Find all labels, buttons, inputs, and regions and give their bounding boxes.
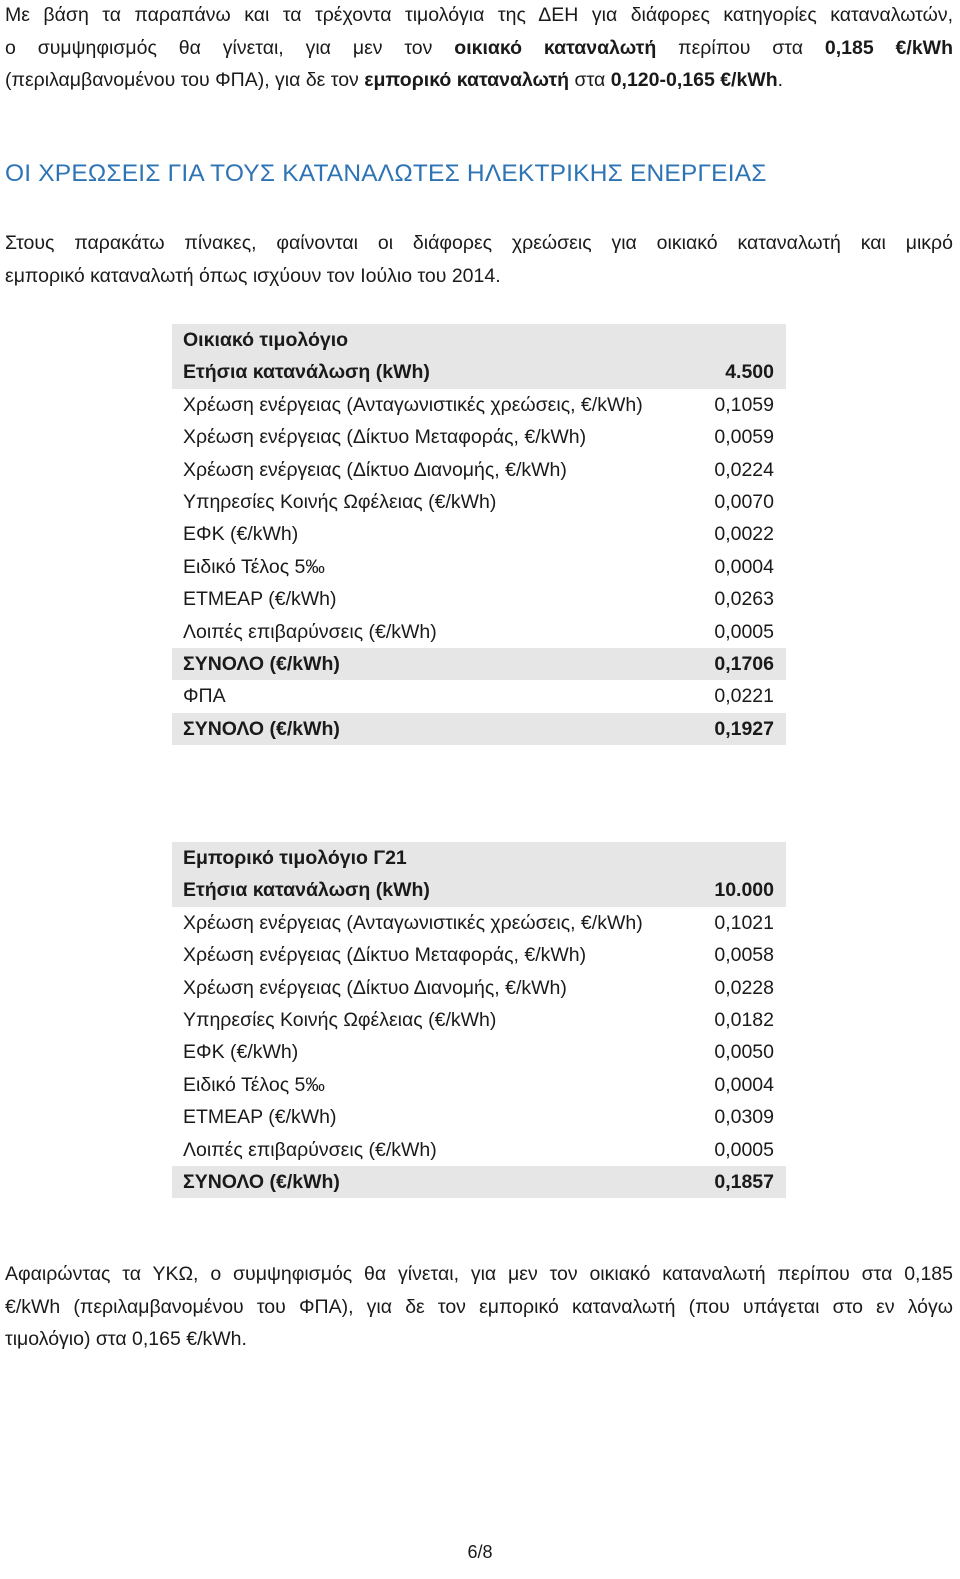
row-label: Χρέωση ενέργειας (Δίκτυο Μεταφοράς, €/kWh) xyxy=(183,426,587,449)
intro-paragraph xyxy=(5,0,953,97)
vat-row xyxy=(172,680,786,712)
residential-tariff-table xyxy=(172,324,786,745)
commercial-tariff-table xyxy=(172,842,786,1198)
page-number: 6/8 xyxy=(467,1542,493,1562)
table-row xyxy=(172,874,786,906)
row-label: Χρέωση ενέργειας (Δίκτυο Διανομής, €/kWh) xyxy=(183,458,567,481)
table-row xyxy=(172,907,786,939)
row-label: Χρέωση ενέργειας (Ανταγωνιστικές χρεώσεις, €/kWh) xyxy=(183,393,643,416)
row-value: 0,0182 xyxy=(714,1008,774,1031)
table-row xyxy=(172,972,786,1004)
table-row xyxy=(172,939,786,971)
row-label: Υπηρεσίες Κοινής Ωφέλειας (€/kWh) xyxy=(183,490,497,513)
row-label: ΕΦΚ (€/kWh) xyxy=(183,523,299,546)
intro-line-3: (περιλαμβανομένου του ΦΠΑ), για δε τον εμπορικό καταναλωτή στα 0,120-0,165 €/kWh. xyxy=(5,69,784,91)
table-row xyxy=(172,356,786,388)
row-value: 0,0004 xyxy=(714,555,774,578)
table-row xyxy=(172,421,786,453)
row-value: 10.000 xyxy=(714,879,774,902)
row-value: 0,0005 xyxy=(714,1138,774,1161)
closing-line-1: Αφαιρώντας τα ΥΚΩ, ο συμψηφισμός θα γίνεται, για μεν τον οικιακό καταναλωτή περίπου στα 0,185 xyxy=(5,1263,953,1285)
table-row xyxy=(172,518,786,550)
row-value: 0,1927 xyxy=(714,717,774,740)
total-row xyxy=(172,713,786,745)
table-title: Εμπορικό τιμολόγιο Γ21 xyxy=(183,847,407,869)
row-value: 0,0228 xyxy=(714,976,774,999)
closing-paragraph xyxy=(5,1258,953,1356)
lead-line-1: Στους παρακάτω πίνακες, φαίνονται οι διάφορες χρεώσεις για οικιακό καταναλωτή και μικρό xyxy=(5,232,953,254)
row-value: 0,0004 xyxy=(714,1073,774,1096)
row-label: Ετήσια κατανάλωση (kWh) xyxy=(183,879,430,902)
table-row xyxy=(172,1004,786,1036)
table-row xyxy=(172,583,786,615)
row-value: 0,0263 xyxy=(714,588,774,611)
row-label: Λοιπές επιβαρύνσεις (€/kWh) xyxy=(183,1138,437,1161)
row-value: 0,0221 xyxy=(714,685,774,708)
table-row xyxy=(172,1069,786,1101)
row-value: 0,0050 xyxy=(714,1041,774,1064)
section-heading: ΟΙ ΧΡΕΩΣΕΙΣ ΓΙΑ ΤΟΥΣ ΚΑΤΑΝΑΛΩΤΕΣ ΗΛΕΚΤΡΙΚΗΣ ΕΝΕΡΓΕΙΑΣ xyxy=(5,160,767,187)
lead-paragraph xyxy=(5,227,953,292)
table-row xyxy=(172,486,786,518)
table-title: Οικιακό τιμολόγιο xyxy=(183,329,349,351)
row-value: 4.500 xyxy=(725,361,774,384)
row-value: 0,0005 xyxy=(714,620,774,643)
row-label: ΕΤΜΕΑΡ (€/kWh) xyxy=(183,588,337,611)
row-value: 0,0058 xyxy=(714,944,774,967)
row-value: 0,1857 xyxy=(714,1170,774,1193)
table-row xyxy=(172,551,786,583)
row-label: Ειδικό Τέλος 5‰ xyxy=(183,1073,325,1096)
row-value: 0,1021 xyxy=(714,911,774,934)
intro-line-2: ο συμψηφισμός θα γίνεται, για μεν τον οικιακό καταναλωτή περίπου στα 0,185 €/kWh xyxy=(5,36,953,59)
row-label: ΣΥΝΟΛΟ (€/kWh) xyxy=(183,652,340,675)
row-label: ΕΤΜΕΑΡ (€/kWh) xyxy=(183,1106,337,1129)
row-value: 0,0224 xyxy=(714,458,774,481)
row-label: Υπηρεσίες Κοινής Ωφέλειας (€/kWh) xyxy=(183,1008,497,1031)
row-label: ΦΠΑ xyxy=(183,685,226,708)
table-row xyxy=(172,454,786,486)
row-value: 0,1706 xyxy=(714,652,774,675)
closing-line-2: €/kWh (περιλαμβανομένου του ΦΠΑ), για δε τον εμπορικό καταναλωτή (που υπάγεται στο εν λόγω xyxy=(5,1295,953,1318)
table-title-row xyxy=(172,324,786,356)
row-label: Χρέωση ενέργειας (Δίκτυο Μεταφοράς, €/kWh) xyxy=(183,944,587,967)
closing-line-3: τιμολόγιο) στα 0,165 €/kWh. xyxy=(5,1328,247,1350)
row-value: 0,0070 xyxy=(714,490,774,513)
row-label: ΣΥΝΟΛΟ (€/kWh) xyxy=(183,1170,340,1193)
total-row xyxy=(172,1166,786,1198)
table-row xyxy=(172,1101,786,1133)
row-value: 0,0309 xyxy=(714,1106,774,1129)
row-label: Λοιπές επιβαρύνσεις (€/kWh) xyxy=(183,620,437,643)
row-label: ΣΥΝΟΛΟ (€/kWh) xyxy=(183,717,340,740)
row-label: Ετήσια κατανάλωση (kWh) xyxy=(183,361,430,384)
subtotal-row xyxy=(172,648,786,680)
lead-line-2: εμπορικό καταναλωτή όπως ισχύουν τον Ιούλιο του 2014. xyxy=(5,264,501,287)
table-row xyxy=(172,389,786,421)
row-value: 0,0059 xyxy=(714,426,774,449)
row-value: 0,0022 xyxy=(714,523,774,546)
table-row xyxy=(172,616,786,648)
table-row xyxy=(172,1036,786,1068)
row-label: Χρέωση ενέργειας (Ανταγωνιστικές χρεώσεις, €/kWh) xyxy=(183,911,643,934)
row-label: Ειδικό Τέλος 5‰ xyxy=(183,555,325,578)
row-label: ΕΦΚ (€/kWh) xyxy=(183,1041,299,1064)
table-title-row xyxy=(172,842,786,874)
table-row xyxy=(172,1134,786,1166)
intro-line-1: Με βάση τα παραπάνω και τα τρέχοντα τιμολόγια της ΔΕΗ για διάφορες κατηγορίες καταναλωτών, xyxy=(5,4,953,26)
row-value: 0,1059 xyxy=(714,393,774,416)
row-label: Χρέωση ενέργειας (Δίκτυο Διανομής, €/kWh) xyxy=(183,976,567,999)
